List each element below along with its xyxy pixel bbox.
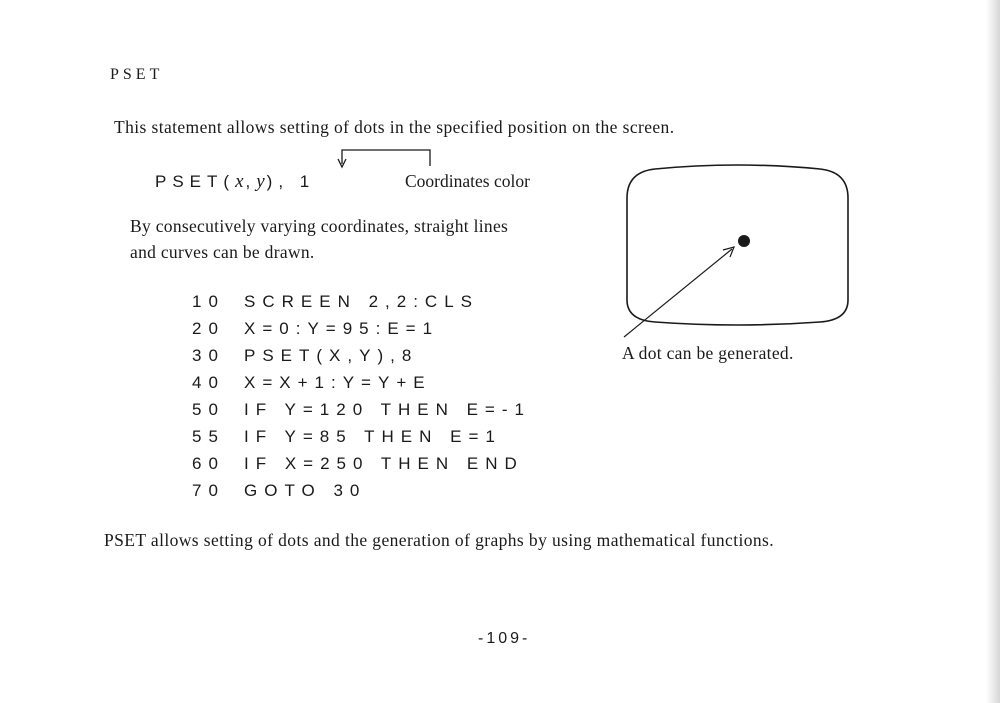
line-code: X=0:Y=95:E=1 bbox=[244, 319, 440, 338]
line-number: 50 bbox=[192, 400, 225, 419]
program-line bbox=[192, 315, 531, 342]
description-line-2: and curves can be drawn. bbox=[130, 242, 315, 262]
line-number: 40 bbox=[192, 373, 225, 392]
syntax-comma: , bbox=[245, 172, 257, 191]
line-number: 60 bbox=[192, 454, 225, 473]
line-code: IF X=250 THEN END bbox=[244, 454, 524, 473]
page-number: -109- bbox=[478, 630, 531, 647]
line-number: 55 bbox=[192, 427, 225, 446]
syntax-note: Coordinates color bbox=[405, 171, 530, 191]
syntax-prefix: PSET( bbox=[155, 172, 236, 191]
program-listing bbox=[192, 288, 531, 504]
line-number: 10 bbox=[192, 292, 225, 311]
line-code: SCREEN 2,2:CLS bbox=[244, 292, 479, 311]
tv-screen-illustration bbox=[615, 160, 860, 345]
syntax-line bbox=[155, 171, 315, 193]
program-line bbox=[192, 450, 531, 477]
syntax-arg-x: x bbox=[235, 171, 246, 192]
section-heading: PSET bbox=[110, 66, 164, 83]
line-number: 30 bbox=[192, 346, 225, 365]
syntax-suffix: ), 1 bbox=[266, 172, 316, 191]
description-line-1: By consecutively varying coordinates, straight lines bbox=[130, 216, 509, 236]
program-line bbox=[192, 423, 531, 450]
line-number: 20 bbox=[192, 319, 225, 338]
program-line bbox=[192, 369, 531, 396]
tv-screen-outline bbox=[627, 165, 848, 325]
page-edge-shadow bbox=[986, 0, 1000, 703]
program-line bbox=[192, 342, 531, 369]
program-line bbox=[192, 396, 531, 423]
description-paragraph bbox=[130, 213, 600, 265]
program-line bbox=[192, 477, 531, 504]
line-code: IF Y=85 THEN E=1 bbox=[244, 427, 502, 446]
closing-paragraph: PSET allows setting of dots and the generation of graphs by using mathematical functions. bbox=[104, 530, 775, 550]
line-code: IF Y=120 THEN E=-1 bbox=[244, 400, 531, 419]
figure-caption: A dot can be generated. bbox=[622, 343, 794, 363]
line-code: GOTO 30 bbox=[244, 481, 367, 500]
line-code: PSET(X,Y),8 bbox=[244, 346, 419, 365]
program-line bbox=[192, 288, 531, 315]
dot-marker bbox=[738, 235, 750, 247]
syntax-bracket-arrow bbox=[337, 146, 437, 170]
syntax-arg-y: y bbox=[256, 171, 267, 192]
line-code: X=X+1:Y=Y+E bbox=[244, 373, 432, 392]
intro-paragraph: This statement allows setting of dots in the specified position on the screen. bbox=[114, 117, 675, 137]
line-number: 70 bbox=[192, 481, 225, 500]
